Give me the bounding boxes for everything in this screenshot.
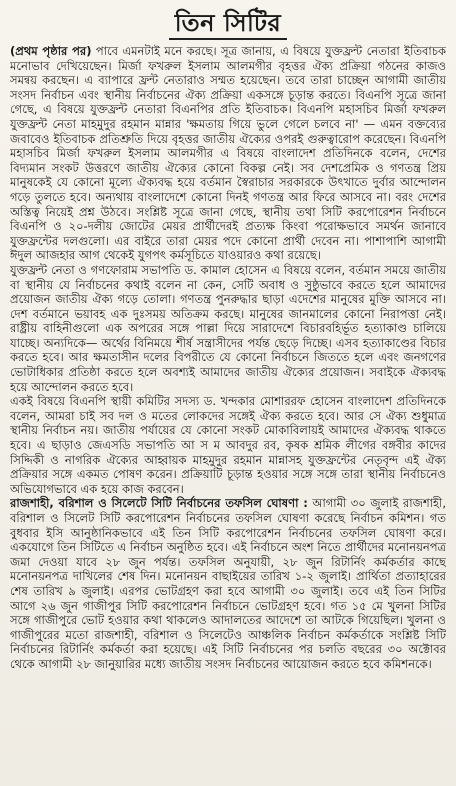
article-body (10, 44, 446, 780)
paragraph-1 (10, 44, 446, 263)
paragraph-4-text: আগামী ৩০ জুলাই রাজশাহী, বরিশাল ও সিলেট সিটি করপোরেশন নির্বাচনের তফসিল ঘোষণা করেছে নির্বাচন কমিশন। গত বুধবার ইসি আনুষ্ঠানিকভাবে এই তিন সিটি করপোরেশন নির্বাচনের তফসিল ঘোষণা করে। একযোগে তিন সিটিতে এ নির্বাচন অনুষ্ঠিত হবে। এই নির্বাচনে অংশ নিতে প্রার্থীদের মনোনয়নপত্র জমা দেওয়া যাবে ২৮ জুন পর্যন্ত। তফসিল অনুযায়ী, ২৮ জুন রিটার্নিং কর্মকর্তার কাছে মনোনয়নপত্র দাখিলের শেষ দিন। মনোনয়ন বাছাইয়ের তারিখ ১-২ জুলাই। প্রার্থিতা প্রত্যাহারের শেষ তারিখ ৯ জুলাই। এরপর ভোটগ্রহণ করা হবে আগামী ৩০ জুলাই। তবে এই তিন সিটির আগে ২৬ জুন গাজীপুর সিটি করপোরেশন নির্বাচনে ভোটগ্রহণ হবে। গত ১৫ মে খুলনা সিটির সঙ্গে গাজীপুরে ভোট হওয়ার কথা থাকলেও আদালতের আদেশে তা আটকে গিয়েছিল। খুলনা ও গাজীপুরের মতো রাজশাহী, বরিশাল ও সিলেটেও আঞ্চলিক নির্বাচন কর্মকর্তাকে সংশ্লিষ্ট সিটি নির্বাচনের রিটার্নিং কর্মকর্তা করা হয়েছে। এই সিটি নির্বাচনের পর চলতি বছরের ৩০ অক্টোবর থেকে আগামী ২৮ জানুয়ারির মধ্যে জাতীয় সংসদ নির্বাচনের আয়োজন করতে হবে কমিশনকে। (10, 496, 446, 671)
headline: তিন সিটির (169, 10, 287, 40)
paragraph-4 (10, 496, 446, 671)
paragraph-3: একই বিষয়ে বিএনপি স্থায়ী কমিটির সদস্য ড. খন্দকার মোশাররফ হোসেন বাংলাদেশ প্রতিদিনকে বলেন, আমরা চাই সব দল ও মতের লোকদের সঙ্গেই ঐক্য করতে হবে। আর সে ঐক্য শুধুমাত্র স্থানীয় নির্বাচন নয়। জাতীয় পর্যায়ের যে কোনো সংকট মোকাবিলায়ই আমাদের ঐক্যবদ্ধ থাকতে হবে। এ ছাড়াও জেএসডি সভাপতি আ স ম আবদুর রব, কৃষক শ্রমিক লীগের বঙ্গবীর কাদের সিদ্দিকী ও নাগরিক ঐক্যের আহ্বায়ক মাহমুদুর রহমান মান্নাসহ যুক্তফ্রন্টের নেতৃবৃন্দ এই ঐক্য প্রক্রিয়ার সঙ্গে একমত পোষণ করেন। প্রক্রিয়াটি চূড়ান্ত হওয়ার সঙ্গে সঙ্গে তারা স্থানীয় নির্বাচনেও অভিযোগভাবে এক হয়ে কাজ করবেন। (10, 394, 446, 496)
continuation-ref: (প্রথম পৃষ্ঠার পর) (10, 44, 92, 58)
subheading: রাজশাহী, বরিশাল ও সিলেটে সিটি নির্বাচনের তফসিল ঘোষণা : (10, 496, 308, 511)
headline-wrap (0, 0, 456, 42)
paragraph-1-text: পাবে এমনটাই মনে করছে। সূত্র জানায়, এ বিষয়ে যুক্তফ্রন্ট নেতারা ইতিবাচক মনোভাব দেখিয়েছেন। মির্জা ফখরুল ইসলাম আলমগীর বৃহত্তর ঐক্য প্রক্রিয়া গঠনের কাজও সমন্বয় করছেন। এ ব্যাপারে ফ্রন্ট নেতারাও সম্মত হয়েছেন। তবে তারা চাচ্ছেন আগামী জাতীয় সংসদ নির্বাচন এবং স্থানীয় নির্বাচনের ঐক্য প্রক্রিয়া একসঙ্গে চূড়ান্ত করতে। বিএনপি সূত্রে জানা গেছে, এ বিষয়ে যুক্তফ্রন্ট নেতারা বিএনপির প্রতি ইতিবাচক। বিএনপি মহাসচিব মির্জা ফখরুল যুক্তফ্রন্ট নেতা মাহমুদুর রহমান মান্নার 'ক্ষমতায় গিয়ে ভুলে গেলে চলবে না' — এমন বক্তব্যের জবাবেও ইতিবাচক প্রতিশ্রুতি দিয়ে বৃহত্তর জাতীয় ঐক্যের ওপরই গুরুত্বারোপ করেছেন। বিএনপি মহাসচিব মির্জা ফখরুল ইসলাম আলমগীর এ বিষয়ে বাংলাদেশ প্রতিদিনকে বলেন, দেশের বিদ্যমান সংকট উত্তরণে জাতীয় ঐক্যের কোনো বিকল্প নেই। সব দেশপ্রেমিক ও গণতন্ত্র প্রিয় মানুষকেই যে কোনো মূল্যে ঐক্যবদ্ধ হয়ে বর্তমান স্বৈরাচার সরকারকে উৎখাতে দুর্বার আন্দোলন গড়ে তুলতে হবে। অন্যথায় বাংলাদেশে কোনো দিনই গণতন্ত্র আর ফিরে আসবে না। বরং দেশের অস্তিত্ব নিয়েই প্রশ্ন উঠবে। সংশ্লিষ্ট সূত্রে জানা গেছে, স্থানীয় তথা সিটি করপোরেশন নির্বাচনে বিএনপি ও ২০-দলীয় জোটের মেয়র প্রার্থীদেরই প্রত্যক্ষ কিংবা পরোক্ষভাবে সমর্থন জানাবে যুক্তফ্রন্টের দলগুলো। এর বাইরে তারা মেয়র পদে কোনো প্রার্থী দেবেন না। পাশাপাশি আগামী ঈদুল আজহার আগ থেকেই যুগপৎ কর্মসূচিতে যাওয়ারও কথা রয়েছে। (10, 44, 446, 263)
paragraph-2: যুক্তফ্রন্ট নেতা ও গণফোরাম সভাপতি ড. কামাল হোসেন এ বিষয়ে বলেন, বর্তমান সময়ে জাতীয় বা স্থানীয় যে নির্বাচনের কথাই বলেন না কেন, সেটি অবাধ ও সুষ্ঠুভাবে করতে হলে আমাদের প্রয়োজন জাতীয় ঐক্য গড়ে তোলা। গণতন্ত্র পুনরুদ্ধার ছাড়া এদেশের মানুষের মুক্তি আসবে না। দেশ বর্তমানে ভয়াবহ এক দুঃসময় অতিক্রম করছে। মানুষের জানমালের কোনো নিরাপত্তা নেই। রাষ্ট্রীয় বাহিনীগুলো এক অপরের সঙ্গে পাল্লা দিয়ে সারাদেশে বিচারবহির্ভূত হত্যাকাণ্ড চালিয়ে যাচ্ছে। অন্যদিকে— অর্থের বিনিময়ে শীর্ষ সন্ত্রাসীদের পর্যন্ত ছেড়ে দিচ্ছে। এসব হত্যাকাণ্ডের বিচার করতে হবে। আর ক্ষমতাসীন দলের বিপরীতে যে কোনো নির্বাচনে জিততে হলে এবং জনগণের ভোটাধিকার প্রতিষ্ঠা করতে হলে অবশ্যই আমাদের জাতীয় ঐক্যের প্রয়োজন। সবাইকে ঐক্যবদ্ধ হয়ে আন্দোলন করতে হবে। (10, 262, 446, 394)
